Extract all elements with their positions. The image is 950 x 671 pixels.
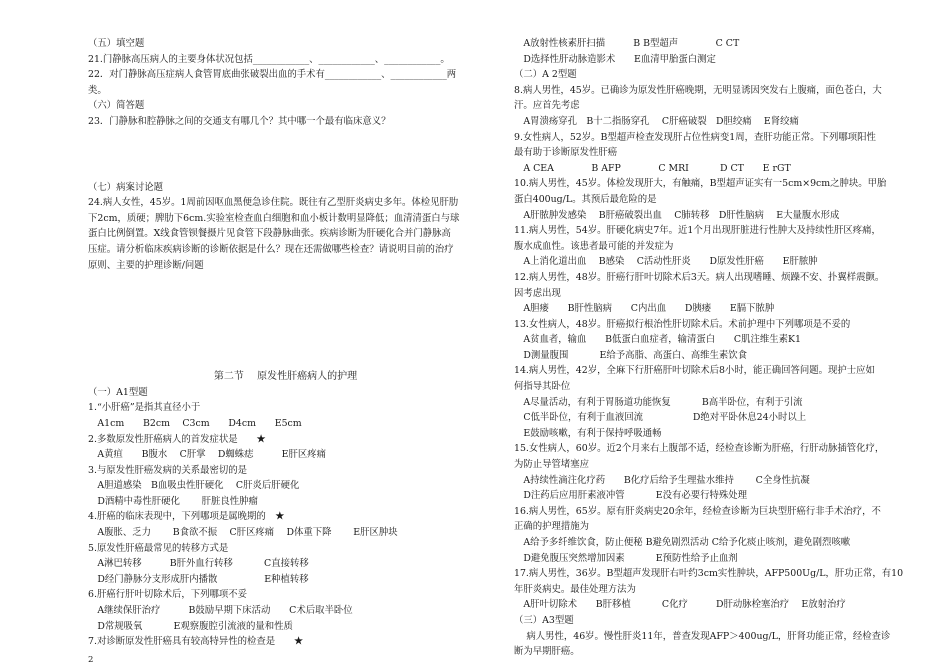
text-line: 7.对诊断原发性肝癌具有较高特异性的检查是 ★ (88, 636, 304, 648)
text-line: 9.女性病人，52岁。B型超声检查发现肝占位性病变1周，查肝功能正常。下列哪项阳性 (514, 131, 876, 143)
text-line: 因考虑出现 (514, 287, 561, 299)
text-line: 15.女性病人，60岁。近2个月来右上腹部不适，经检查诊断为肝癌，行肝动脉插管化疗， (514, 443, 885, 455)
text-line: 13.女性病人，48岁。肝癌拟行根治性肝切除术后。术前护理中下列哪项是不妥的 (514, 318, 851, 330)
text-line: 6.肝癌行肝叶切除术后，下列哪项不妥 (88, 589, 247, 601)
text-line: （五）填空题 (88, 38, 145, 49)
a1-questions-section (88, 385, 483, 650)
text-line: 蛋白比例倒置。X线食管钡餐摄片见食管下段静脉曲张。疾病诊断为肝硬化合并门静脉高 (88, 228, 451, 240)
fill-and-short-answer-section (88, 36, 483, 130)
text-line: A黄疸 B腹水 C肝掌 D蜘蛛痣 E肝区疼痛 (88, 449, 327, 461)
text-line: 蛋白400ug/L。其预后最危险的是 (514, 193, 657, 205)
text-line: 原则、主要的护理诊断/问题 (88, 259, 204, 271)
text-line: 何指导其卧位 (514, 381, 571, 393)
text-line: （三）A3型题 (514, 614, 574, 626)
text-line: A放射性核素肝扫描 B B型超声 C CT (514, 38, 740, 49)
text-line: 为防止导管堵塞应 (514, 459, 590, 471)
text-line: （二）A 2型题 (514, 69, 577, 81)
text-line: （六）简答题 (88, 100, 145, 112)
text-line: 10.病人男性，45岁。体检发现肝大，有触痛，B型超声证实有一5cm×9cm之肿块。甲胎 (514, 178, 887, 190)
text-line: A腹胀、乏力 B食欲不振 C肝区疼痛 D体重下降 E肝区肿块 (88, 527, 398, 539)
text-line: 22．对门静脉高压症病人食管胃底曲张破裂出血的手术有____________、____________两 (88, 69, 457, 81)
text-line: A尽量活动，有利于胃肠道功能恢复 B高半卧位，有利于引流 (514, 396, 803, 408)
text-line: （七）病案讨论题 (88, 181, 164, 193)
text-line: 正确的护理措施为 (514, 521, 590, 533)
text-line: 14.病人男性，42岁，全麻下行肝癌肝叶切除术后8小时，能正确回答问题。现护士应如 (514, 365, 875, 377)
text-line: A持续性滴注化疗药 B化疗后给予生理盐水维持 C全身性抗凝 (514, 474, 810, 486)
right-column (514, 36, 917, 660)
text-line: 17.病人男性，36岁。B型超声发现肝右叶约3cm实性肿块，AFP500Ug/L，肝功正常，有10 (514, 568, 904, 580)
text-line: A肝脓肿发感染 B肝癌破裂出血 C肺转移 D肝性脑病 E大量腹水形成 (514, 209, 840, 221)
text-line: 23．门静脉和腔静脉之间的交通支有哪几个？其中哪一个最有临床意义？ (88, 115, 391, 127)
section-title: 第二节 原发性肝癌病人的护理 (213, 371, 358, 383)
text-line: 12.病人男性，48岁。肝癌行肝叶切除术后3天。病人出现嗜睡、烦躁不安、扑翼样震颤。 (514, 271, 885, 283)
text-line: 年肝炎病史。最佳处理方法为 (514, 583, 636, 595)
text-line: D常规吸氧 E观察腹腔引流液的量和性质 (88, 620, 293, 632)
text-line: A上消化道出血 B感染 C活动性肝炎 D原发性肝癌 E肝脓肿 (514, 256, 818, 268)
text-line: A继续保肝治疗 B鼓励早期下床活动 C术后取半卧位 (88, 605, 353, 617)
text-line: A淋巴转移 B肝外血行转移 C直接转移 (88, 558, 309, 570)
text-line: A胆道感染 B血吸虫性肝硬化 C肝炎后肝硬化 (88, 480, 300, 492)
text-line: 压症。请分析临床疾病诊断的诊断依据是什么？现在还需做哪些检查？请说明目前的治疗 (88, 243, 454, 255)
text-line: D避免腹压突然增加因素 E预防性给予止血剂 (514, 552, 738, 564)
text-line: D注药后应用肝素液冲管 E没有必要行特殊处理 (514, 490, 747, 502)
case-discussion-section (88, 180, 483, 274)
text-line: A肝叶切除术 B肝移植 C化疗 D肝动脉栓塞治疗 E放射治疗 (514, 599, 846, 611)
text-line: 5.原发性肝癌最常见的转移方式是 (88, 542, 229, 554)
text-line: A CEA B AFP C MRI D CT E rGT (514, 162, 791, 174)
text-line: D经门静脉分支形成肝内播散 E种植转移 (88, 573, 309, 585)
a2-a3-questions-section (514, 36, 917, 660)
page-number: 2 (88, 655, 94, 665)
text-line: D选择性肝动脉造影术 E血清甲胎蛋白测定 (514, 53, 716, 65)
text-line: 病人男性，46岁。慢性肝炎11年，普查发现AFP＞400ug/L，肝肾功能正常，经检查诊 (514, 630, 891, 642)
text-line: 8.病人男性，45岁。已确诊为原发性肝癌晚期，无明显诱因突发右上腹痛，面色苍白，大 (514, 84, 882, 96)
text-line: 1.“小肝癌”是指其直径小于 (88, 402, 201, 414)
text-line: 11.病人男性，54岁。肝硬化病史7年。近1个月出现肝脏进行性肿大及持续性肝区疼痛， (514, 225, 881, 237)
text-line: 类。 (88, 84, 107, 96)
text-line: C低半卧位，有利于血液回流 D绝对平卧休息24小时以上 (514, 412, 807, 424)
text-line: 汗。应首先考虑 (514, 100, 580, 112)
text-line: 3.与原发性肝癌发病的关系最密切的是 (88, 464, 247, 476)
text-line: A贫血者，输血 B低蛋白血症者，输清蛋白 C肌注维生素K1 (514, 334, 801, 346)
text-line: A胃溃疡穿孔 B十二指肠穿孔 C肝癌破裂 D胆绞痛 E肾绞痛 (514, 115, 799, 127)
text-line: A1cm B2cm C3cm D4cm E5cm (88, 417, 302, 429)
left-column (88, 36, 483, 650)
text-line: 下2cm，质硬；脾肋下6cm.实验室检查血白细胞和血小板计数明显降低；血清清蛋白与球 (88, 212, 460, 224)
text-line: 24.病人女性，45岁。1周前因呕血黑便急诊住院。既往有乙型肝炎病史多年。体检见肝肋 (88, 197, 459, 209)
text-line: 腹水成血性。该患者最可能的并发症为 (514, 240, 674, 252)
text-line: 2.多数原发性肝癌病人的首发症状是 ★ (88, 433, 266, 445)
text-line: 4.肝癌的临床表现中，下列哪项是属晚期的 ★ (88, 511, 285, 523)
text-line: 16.病人男性，65岁。原有肝炎病史20余年，经检查诊断为巨块型肝癌行非手术治疗，不 (514, 505, 881, 517)
text-line: A给予多纤维饮食，防止便秘 B避免剧烈活动 C给予化痰止咳剂，避免剧烈咳嗽 (514, 537, 851, 548)
text-line: D测量腹围 E给予高脂、高蛋白、高维生素饮食 (514, 349, 747, 361)
text-line: 21.门静脉高压病人的主要身体状况包括____________、____________、____________。 (88, 53, 450, 65)
text-line: A胆瘘 B肝性脑病 C内出血 D胰瘘 E膈下脓肿 (514, 303, 775, 315)
text-line: E鼓励咳嗽，有利于保持呼吸通畅 (514, 427, 662, 439)
text-line: D酒精中毒性肝硬化 肝脏良性肿瘤 (88, 495, 258, 507)
text-line: （一）A1型题 (88, 386, 148, 398)
text-line: 断为早期肝癌。 (514, 646, 580, 658)
text-line: 最有助于诊断原发性肝癌 (514, 147, 618, 159)
